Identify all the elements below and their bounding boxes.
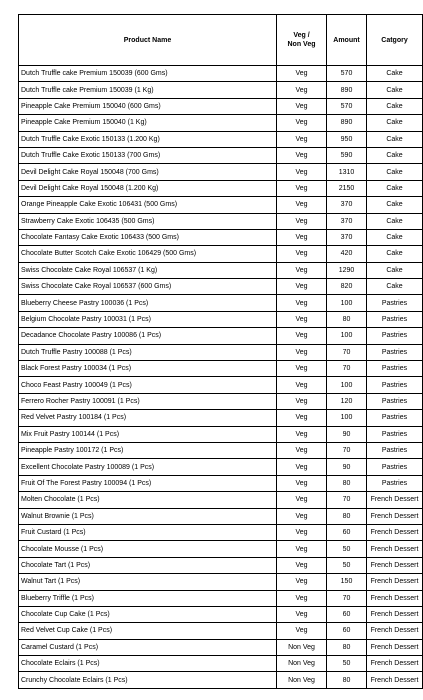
category-cell: French Dessert bbox=[367, 656, 423, 672]
table-row bbox=[19, 639, 423, 655]
table-body bbox=[19, 66, 423, 689]
category-cell: Pastries bbox=[367, 311, 423, 327]
veg-type-cell: Veg bbox=[277, 164, 327, 180]
product-name-cell: Decadance Chocolate Pastry 100086 (1 Pcs) bbox=[19, 328, 277, 344]
table-row bbox=[19, 574, 423, 590]
product-name-cell: Devil Delight Cake Royal 150048 (700 Gms) bbox=[19, 164, 277, 180]
category-cell: French Dessert bbox=[367, 606, 423, 622]
table-row bbox=[19, 213, 423, 229]
category-cell: Cake bbox=[367, 246, 423, 262]
table-row bbox=[19, 475, 423, 491]
table-row bbox=[19, 393, 423, 409]
table-row bbox=[19, 197, 423, 213]
amount-cell: 570 bbox=[327, 66, 367, 82]
amount-cell: 590 bbox=[327, 147, 367, 163]
category-cell: French Dessert bbox=[367, 492, 423, 508]
amount-cell: 570 bbox=[327, 98, 367, 114]
veg-type-cell: Veg bbox=[277, 66, 327, 82]
table-row bbox=[19, 656, 423, 672]
header-veg-nonveg bbox=[277, 15, 327, 66]
veg-type-cell: Veg bbox=[277, 213, 327, 229]
product-name-cell: Swiss Chocolate Cake Royal 106537 (600 Gms) bbox=[19, 279, 277, 295]
amount-cell: 150 bbox=[327, 574, 367, 590]
amount-cell: 100 bbox=[327, 410, 367, 426]
table-row bbox=[19, 295, 423, 311]
product-name-cell: Chocolate Eclairs (1 Pcs) bbox=[19, 656, 277, 672]
amount-cell: 60 bbox=[327, 606, 367, 622]
product-name-cell: Chocolate Mousse (1 Pcs) bbox=[19, 541, 277, 557]
category-cell: French Dessert bbox=[367, 524, 423, 540]
product-name-cell: Black Forest Pastry 100034 (1 Pcs) bbox=[19, 361, 277, 377]
category-cell: Cake bbox=[367, 279, 423, 295]
veg-type-cell: Veg bbox=[277, 524, 327, 540]
category-cell: Pastries bbox=[367, 459, 423, 475]
veg-type-cell: Veg bbox=[277, 147, 327, 163]
amount-cell: 90 bbox=[327, 459, 367, 475]
amount-cell: 50 bbox=[327, 656, 367, 672]
product-name-cell: Orange Pineapple Cake Exotic 106431 (500 Gms) bbox=[19, 197, 277, 213]
table-row bbox=[19, 410, 423, 426]
category-cell: Pastries bbox=[367, 393, 423, 409]
amount-cell: 80 bbox=[327, 639, 367, 655]
table-row bbox=[19, 229, 423, 245]
amount-cell: 80 bbox=[327, 475, 367, 491]
veg-type-cell: Veg bbox=[277, 606, 327, 622]
amount-cell: 60 bbox=[327, 623, 367, 639]
table-row bbox=[19, 344, 423, 360]
amount-cell: 50 bbox=[327, 557, 367, 573]
category-cell: Pastries bbox=[367, 426, 423, 442]
table-row bbox=[19, 164, 423, 180]
table-row bbox=[19, 672, 423, 688]
product-name-cell: Strawberry Cake Exotic 106435 (500 Gms) bbox=[19, 213, 277, 229]
amount-cell: 80 bbox=[327, 311, 367, 327]
table-row bbox=[19, 180, 423, 196]
veg-type-cell: Veg bbox=[277, 311, 327, 327]
product-name-cell: Chocolate Tart (1 Pcs) bbox=[19, 557, 277, 573]
veg-type-cell: Non Veg bbox=[277, 639, 327, 655]
table-row bbox=[19, 442, 423, 458]
veg-type-cell: Veg bbox=[277, 361, 327, 377]
veg-type-cell: Veg bbox=[277, 98, 327, 114]
veg-type-cell: Non Veg bbox=[277, 656, 327, 672]
category-cell: Pastries bbox=[367, 328, 423, 344]
category-cell: Cake bbox=[367, 164, 423, 180]
category-cell: Cake bbox=[367, 82, 423, 98]
amount-cell: 50 bbox=[327, 541, 367, 557]
amount-cell: 1290 bbox=[327, 262, 367, 278]
amount-cell: 70 bbox=[327, 442, 367, 458]
amount-cell: 420 bbox=[327, 246, 367, 262]
veg-type-cell: Veg bbox=[277, 557, 327, 573]
product-name-cell: Walnut Tart (1 Pcs) bbox=[19, 574, 277, 590]
product-name-cell: Dutch Truffle cake Premium 150039 (1 Kg) bbox=[19, 82, 277, 98]
table-row bbox=[19, 98, 423, 114]
amount-cell: 950 bbox=[327, 131, 367, 147]
category-cell: Pastries bbox=[367, 410, 423, 426]
product-name-cell: Crunchy Chocolate Eclairs (1 Pcs) bbox=[19, 672, 277, 688]
veg-type-cell: Veg bbox=[277, 377, 327, 393]
product-name-cell: Caramel Custard (1 Pcs) bbox=[19, 639, 277, 655]
table-row bbox=[19, 508, 423, 524]
veg-type-cell: Veg bbox=[277, 197, 327, 213]
header-category: Catgory bbox=[367, 15, 423, 66]
product-name-cell: Red Velvet Pastry 100184 (1 Pcs) bbox=[19, 410, 277, 426]
table-header bbox=[19, 15, 423, 66]
veg-type-cell: Veg bbox=[277, 344, 327, 360]
veg-type-cell: Veg bbox=[277, 82, 327, 98]
header-veg-line1: Veg / bbox=[293, 32, 310, 39]
table-row bbox=[19, 246, 423, 262]
category-cell: Cake bbox=[367, 66, 423, 82]
category-cell: Cake bbox=[367, 180, 423, 196]
veg-type-cell: Veg bbox=[277, 541, 327, 557]
product-name-cell: Chocolate Cup Cake (1 Pcs) bbox=[19, 606, 277, 622]
veg-type-cell: Veg bbox=[277, 131, 327, 147]
table-row bbox=[19, 115, 423, 131]
veg-type-cell: Veg bbox=[277, 426, 327, 442]
category-cell: French Dessert bbox=[367, 574, 423, 590]
category-cell: Cake bbox=[367, 197, 423, 213]
veg-type-cell: Veg bbox=[277, 115, 327, 131]
amount-cell: 100 bbox=[327, 295, 367, 311]
veg-type-cell: Veg bbox=[277, 393, 327, 409]
category-cell: Pastries bbox=[367, 361, 423, 377]
veg-type-cell: Non Veg bbox=[277, 672, 327, 688]
amount-cell: 80 bbox=[327, 508, 367, 524]
category-cell: Cake bbox=[367, 147, 423, 163]
table-row bbox=[19, 590, 423, 606]
product-name-cell: Pineapple Pastry 100172 (1 Pcs) bbox=[19, 442, 277, 458]
amount-cell: 60 bbox=[327, 524, 367, 540]
table-row bbox=[19, 361, 423, 377]
veg-type-cell: Veg bbox=[277, 574, 327, 590]
table-row bbox=[19, 328, 423, 344]
table-row bbox=[19, 557, 423, 573]
amount-cell: 370 bbox=[327, 197, 367, 213]
header-veg-line2: Non Veg bbox=[287, 41, 316, 48]
category-cell: French Dessert bbox=[367, 557, 423, 573]
product-name-cell: Belgium Chocolate Pastry 100031 (1 Pcs) bbox=[19, 311, 277, 327]
product-name-cell: Dutch Truffle cake Premium 150039 (600 Gms) bbox=[19, 66, 277, 82]
veg-type-cell: Veg bbox=[277, 295, 327, 311]
category-cell: French Dessert bbox=[367, 508, 423, 524]
amount-cell: 80 bbox=[327, 672, 367, 688]
amount-cell: 890 bbox=[327, 115, 367, 131]
table-row bbox=[19, 82, 423, 98]
veg-type-cell: Veg bbox=[277, 508, 327, 524]
category-cell: Pastries bbox=[367, 475, 423, 491]
veg-type-cell: Veg bbox=[277, 246, 327, 262]
veg-type-cell: Veg bbox=[277, 623, 327, 639]
table-row bbox=[19, 606, 423, 622]
amount-cell: 70 bbox=[327, 344, 367, 360]
veg-type-cell: Veg bbox=[277, 328, 327, 344]
amount-cell: 890 bbox=[327, 82, 367, 98]
table-row bbox=[19, 311, 423, 327]
veg-type-cell: Veg bbox=[277, 459, 327, 475]
category-cell: Pastries bbox=[367, 377, 423, 393]
category-cell: Cake bbox=[367, 229, 423, 245]
product-name-cell: Chocolate Butter Scotch Cake Exotic 106429 (500 Gms) bbox=[19, 246, 277, 262]
category-cell: Pastries bbox=[367, 442, 423, 458]
amount-cell: 70 bbox=[327, 361, 367, 377]
amount-cell: 70 bbox=[327, 492, 367, 508]
category-cell: Pastries bbox=[367, 344, 423, 360]
table-row bbox=[19, 623, 423, 639]
product-name-cell: Dutch Truffle Pastry 100088 (1 Pcs) bbox=[19, 344, 277, 360]
header-amount: Amount bbox=[327, 15, 367, 66]
category-cell: French Dessert bbox=[367, 623, 423, 639]
category-cell: Cake bbox=[367, 115, 423, 131]
product-name-cell: Fruit Of The Forest Pastry 100094 (1 Pcs) bbox=[19, 475, 277, 491]
product-name-cell: Dutch Truffle Cake Exotic 150133 (700 Gms) bbox=[19, 147, 277, 163]
category-cell: Cake bbox=[367, 262, 423, 278]
amount-cell: 100 bbox=[327, 328, 367, 344]
table-row bbox=[19, 66, 423, 82]
product-name-cell: Blueberry Triffle (1 Pcs) bbox=[19, 590, 277, 606]
amount-cell: 1310 bbox=[327, 164, 367, 180]
table-row bbox=[19, 524, 423, 540]
product-name-cell: Pineapple Cake Premium 150040 (600 Gms) bbox=[19, 98, 277, 114]
category-cell: Pastries bbox=[367, 295, 423, 311]
table-row bbox=[19, 377, 423, 393]
amount-cell: 370 bbox=[327, 229, 367, 245]
amount-cell: 100 bbox=[327, 377, 367, 393]
product-name-cell: Swiss Chocolate Cake Royal 106537 (1 Kg) bbox=[19, 262, 277, 278]
amount-cell: 120 bbox=[327, 393, 367, 409]
veg-type-cell: Veg bbox=[277, 262, 327, 278]
table-row bbox=[19, 131, 423, 147]
header-row bbox=[19, 15, 423, 66]
amount-cell: 90 bbox=[327, 426, 367, 442]
category-cell: French Dessert bbox=[367, 672, 423, 688]
product-name-cell: Fruit Custard (1 Pcs) bbox=[19, 524, 277, 540]
product-name-cell: Mix Fruit Pastry 100144 (1 Pcs) bbox=[19, 426, 277, 442]
product-name-cell: Excellent Chocolate Pastry 100089 (1 Pcs) bbox=[19, 459, 277, 475]
veg-type-cell: Veg bbox=[277, 492, 327, 508]
product-name-cell: Blueberry Cheese Pastry 100036 (1 Pcs) bbox=[19, 295, 277, 311]
category-cell: French Dessert bbox=[367, 590, 423, 606]
product-name-cell: Molten Chocolate (1 Pcs) bbox=[19, 492, 277, 508]
product-name-cell: Dutch Truffle Cake Exotic 150133 (1.200 Kg) bbox=[19, 131, 277, 147]
amount-cell: 70 bbox=[327, 590, 367, 606]
table-row bbox=[19, 459, 423, 475]
table-row bbox=[19, 492, 423, 508]
amount-cell: 370 bbox=[327, 213, 367, 229]
product-name-cell: Ferrero Rocher Pastry 100091 (1 Pcs) bbox=[19, 393, 277, 409]
product-table bbox=[18, 14, 423, 689]
product-name-cell: Walnut Brownie (1 Pcs) bbox=[19, 508, 277, 524]
product-name-cell: Red Velvet Cup Cake (1 Pcs) bbox=[19, 623, 277, 639]
table-row bbox=[19, 147, 423, 163]
product-name-cell: Pineapple Cake Premium 150040 (1 Kg) bbox=[19, 115, 277, 131]
category-cell: Cake bbox=[367, 131, 423, 147]
product-name-cell: Chocolate Fantasy Cake Exotic 106433 (500 Gms) bbox=[19, 229, 277, 245]
veg-type-cell: Veg bbox=[277, 180, 327, 196]
product-name-cell: Devil Delight Cake Royal 150048 (1.200 Kg) bbox=[19, 180, 277, 196]
category-cell: French Dessert bbox=[367, 541, 423, 557]
veg-type-cell: Veg bbox=[277, 279, 327, 295]
table-row bbox=[19, 262, 423, 278]
veg-type-cell: Veg bbox=[277, 410, 327, 426]
table-row bbox=[19, 541, 423, 557]
product-name-cell: Choco Feast Pastry 100049 (1 Pcs) bbox=[19, 377, 277, 393]
veg-type-cell: Veg bbox=[277, 442, 327, 458]
table-row bbox=[19, 426, 423, 442]
veg-type-cell: Veg bbox=[277, 229, 327, 245]
veg-type-cell: Veg bbox=[277, 475, 327, 491]
amount-cell: 820 bbox=[327, 279, 367, 295]
category-cell: French Dessert bbox=[367, 639, 423, 655]
header-product-name: Product Name bbox=[19, 15, 277, 66]
amount-cell: 2150 bbox=[327, 180, 367, 196]
category-cell: Cake bbox=[367, 98, 423, 114]
veg-type-cell: Veg bbox=[277, 590, 327, 606]
table-row bbox=[19, 279, 423, 295]
category-cell: Cake bbox=[367, 213, 423, 229]
